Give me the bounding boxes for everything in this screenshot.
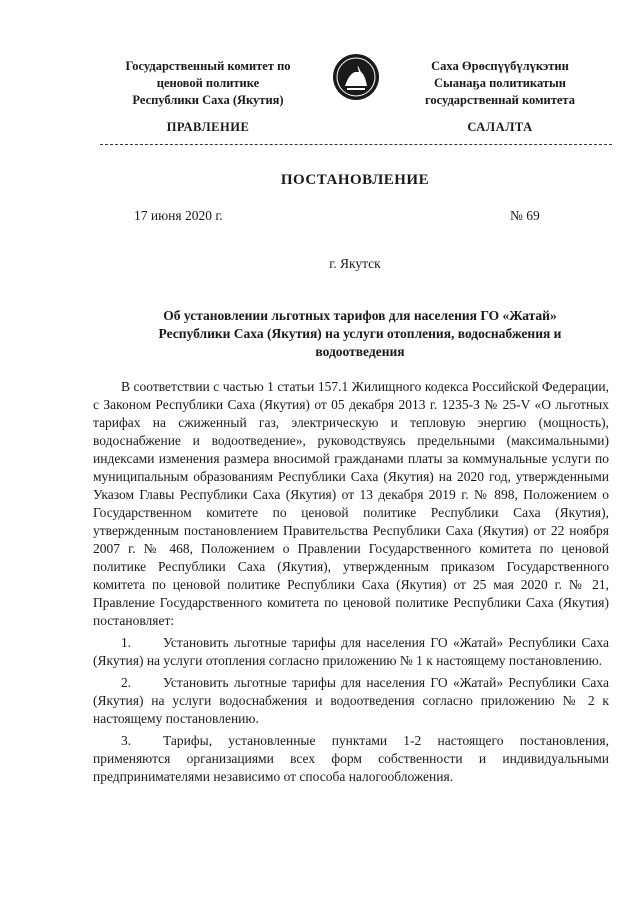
- document-number: № 69: [510, 208, 540, 223]
- header-left-block: [108, 58, 308, 109]
- item-text: Установить льготные тарифы для населения ГО «Жатай» Республики Саха (Якутия) на услуги отопления согласно приложению № 1 к настоящему постановлению.: [93, 635, 609, 668]
- header-right-line: государственнай комитета: [425, 93, 575, 107]
- subject-line: водоотведения: [315, 344, 405, 359]
- subject-line: Республики Саха (Якутия) на услуги отопления, водоснабжения и: [158, 326, 562, 341]
- header-divider: [100, 144, 612, 145]
- body-item: [93, 634, 609, 670]
- header-right-line: Саха Өрөспүүбүлүкэтин: [431, 59, 569, 73]
- header-left-line: Государственный комитет по: [125, 59, 291, 73]
- body-item: [93, 732, 609, 786]
- item-number: 1.: [121, 635, 132, 650]
- header-left-line: Республики Саха (Якутия): [132, 93, 284, 107]
- item-number: 2.: [121, 675, 132, 690]
- header-left-line: ценовой политике: [156, 76, 260, 90]
- document-city: г. Якутск: [329, 256, 381, 271]
- header-right-subtitle: САЛАЛТА: [467, 120, 533, 134]
- document-subject: [110, 307, 610, 361]
- header-right-line: Сыанаҕа политикатын: [434, 76, 566, 90]
- subject-line: Об установлении льготных тарифов для населения ГО «Жатай»: [163, 308, 557, 323]
- document-body: [93, 378, 609, 786]
- body-item: [93, 674, 609, 728]
- body-intro-paragraph: В соответствии с частью 1 статьи 157.1 Жилищного кодекса Российской Федерации, с Законом Республики Саха (Якутия) от 05 декабря 2013 г. 1235-З № 25-V «О льготных тарифах на сжиженный газ, электрическую и тепловую энергию (мощность), водоснабжение и водоотведение», руководствуясь предельными (максимальными) индексами изменения размера вносимой гражданами платы за коммунальные услуги по муниципальным образованиям Республики Саха (Якутия) на 2020 год, утвержденными Указом Главы Республики Саха (Якутия) от 13 декабря 2019 г. № 898, Положением о Государственном комитете по ценовой политике Республики Саха (Якутия), утвержденным постановлением Правительства Республики Саха (Якутия) от 22 ноября 2007 г. № 468, Положением о Правлении Государственного комитета по ценовой политике Республики Саха (Якутия), утвержденным приказом Государственного комитета по ценовой политике Республики Саха (Якутия) от 25 мая 2020 г. № 21, Правление Государственного комитета по ценовой политике Республики Саха (Якутия) постановляет:: [93, 379, 609, 628]
- header-left-subtitle: ПРАВЛЕНИЕ: [166, 120, 250, 134]
- header-right-block: [400, 58, 600, 109]
- item-text: Тарифы, установленные пунктами 1-2 настоящего постановления, применяются организациями всех форм собственности и индивидуальными предпринимателями независимо от способа налогообложения.: [93, 733, 609, 784]
- document-date: 17 июня 2020 г.: [134, 208, 223, 223]
- document-title: ПОСТАНОВЛЕНИЕ: [280, 172, 430, 188]
- item-text: Установить льготные тарифы для населения ГО «Жатай» Республики Саха (Якутия) на услуги водоснабжения и водоотведения согласно приложению № 2 к настоящему постановлению.: [93, 675, 609, 726]
- item-number: 3.: [121, 733, 132, 748]
- coat-of-arms-emblem-icon: [331, 52, 381, 102]
